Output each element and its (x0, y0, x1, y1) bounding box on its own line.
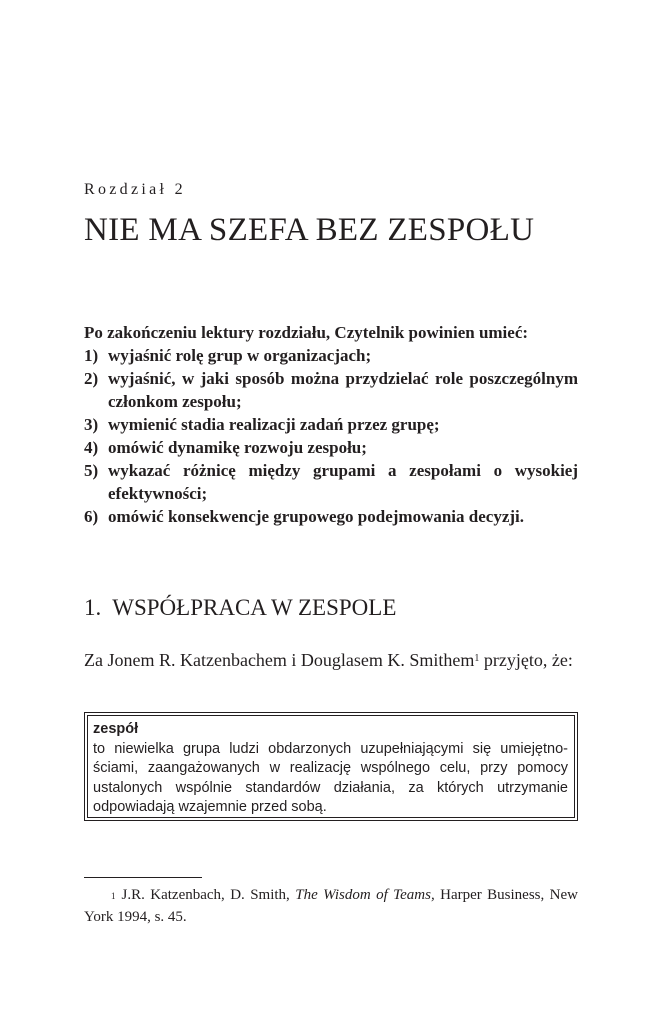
objective-text: wykazać różnicę między grupami a zespołami o wysokiej efektywności; (108, 461, 578, 503)
definition-text: to niewielka grupa ludzi obdarzonych uzupełniającymi się umiejętnościami, zaangażowanych w realizację wspólnego celu, przy pomocy ustalonych wspólnie standardów działania, za których utrzymanie odpowiadają wzajemnie przed sobą. (93, 740, 568, 815)
objective-text: wyjaśnić, w jaki sposób można przydzielać role poszczególnym członkom zespołu; (108, 369, 578, 411)
objective-text: wyjaśnić rolę grup w organizacjach; (108, 346, 372, 365)
footnote-authors: J.R. Katzenbach, D. Smith, (121, 887, 296, 903)
objective-number: 3) (84, 415, 99, 434)
footnote-mark: 1 (111, 891, 116, 901)
section-heading (84, 595, 396, 621)
objective-item (84, 413, 578, 436)
objectives-intro: Po zakończeniu lektury rozdziału, Czytelnik powinien umieć: (84, 323, 529, 342)
objective-item (84, 436, 578, 459)
footnote (84, 884, 578, 928)
footnote-reference: 1 (474, 653, 480, 664)
objectives-list (84, 344, 578, 528)
intro-text-before: Za Jonem R. Katzenbachem i Douglasem K. Smithem (84, 650, 475, 670)
objective-number: 5) (84, 461, 99, 480)
footnote-publisher: Harper Business, New York 1994, s. 45. (84, 887, 579, 925)
chapter-title: NIE MA SZEFA BEZ ZESPOŁU (84, 212, 535, 248)
objective-item (84, 459, 578, 505)
objective-number: 4) (84, 438, 99, 457)
definition-term: zespół (93, 721, 139, 737)
footnote-divider (84, 877, 202, 878)
objective-number: 2) (84, 369, 99, 388)
section-number: 1. (84, 595, 102, 620)
objective-number: 1) (84, 346, 99, 365)
chapter-label: Rozdział 2 (84, 181, 186, 198)
objective-text: wymienić stadia realizacji zadań przez grupę; (108, 415, 440, 434)
definition-inner-frame (87, 715, 575, 818)
intro-text-after: przyjęto, że: (479, 650, 573, 670)
objective-item (84, 367, 578, 413)
objective-item (84, 505, 578, 528)
objective-number: 6) (84, 507, 99, 526)
learning-objectives (84, 321, 578, 528)
section-title-text: WSPÓŁPRACA W ZESPOLE (112, 595, 397, 620)
objective-item (84, 344, 578, 367)
footnote-book-title: The Wisdom of Teams, (295, 887, 435, 903)
book-page (84, 0, 578, 1024)
objective-text: omówić dynamikę rozwoju zespołu; (108, 438, 367, 457)
objective-text: omówić konsekwencje grupowego podejmowania decyzji. (108, 507, 524, 526)
intro-paragraph (84, 648, 578, 672)
definition-box (84, 712, 578, 821)
